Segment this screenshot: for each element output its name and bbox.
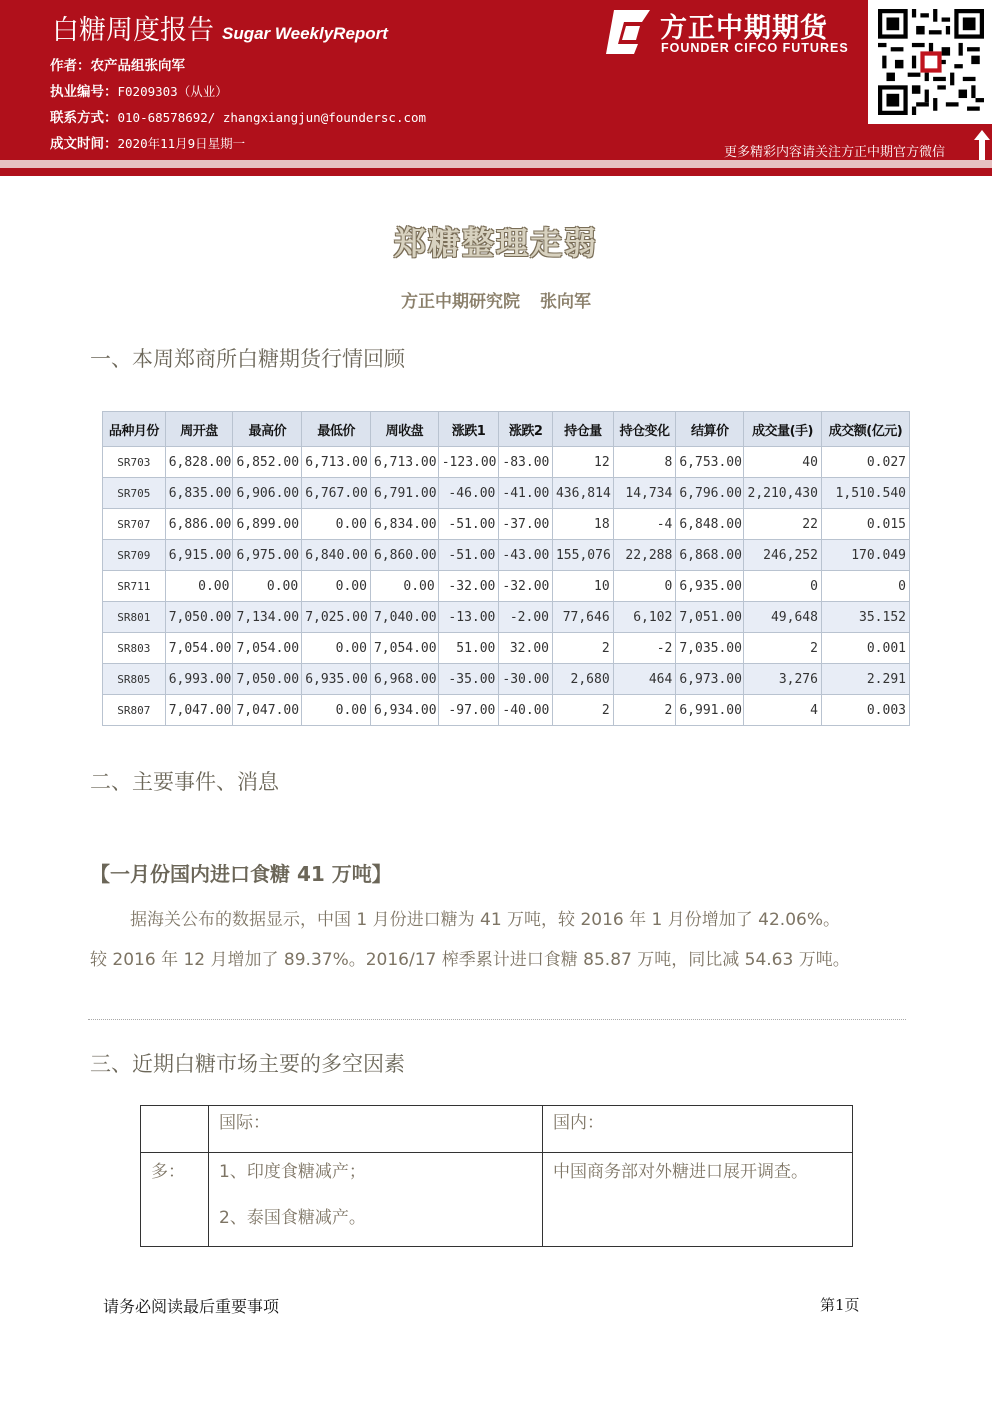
page-number: 第1页 xyxy=(820,1296,860,1314)
factors-domestic-cell: 中国商务部对外糖进口展开调查。 xyxy=(543,1153,853,1247)
table-cell: 2 xyxy=(552,695,613,726)
table-cell: 6,753.00 xyxy=(676,447,744,478)
table-header-cell: 周收盘 xyxy=(370,412,438,447)
table-cell: 0.00 xyxy=(302,571,371,602)
table-row xyxy=(103,509,910,540)
table-cell: 6,935.00 xyxy=(302,664,371,695)
table-cell: 6,840.00 xyxy=(302,540,371,571)
license-label: 执业编号： xyxy=(50,84,118,100)
table-cell: 7,040.00 xyxy=(370,602,438,633)
table-row xyxy=(103,695,910,726)
table-cell: 10 xyxy=(552,571,613,602)
author-value: 农产品组张向军 xyxy=(90,58,185,74)
table-cell: 22,288 xyxy=(613,540,676,571)
contract-month-cell: SR805 xyxy=(103,664,166,695)
table-cell: 7,047.00 xyxy=(165,695,233,726)
table-cell: 0.015 xyxy=(821,509,909,540)
contract-month-cell: SR703 xyxy=(103,447,166,478)
report-title xyxy=(52,8,388,47)
author-line xyxy=(50,54,185,74)
arrow-up-icon xyxy=(974,130,990,160)
logo-text-cn: 方正中期期货 xyxy=(660,13,828,44)
table-cell: 14,734 xyxy=(613,478,676,509)
table-cell: 0 xyxy=(613,571,676,602)
table-cell: -83.00 xyxy=(499,447,553,478)
contact-value: 010-68578692/ zhangxiangjun@foundersc.com xyxy=(117,110,427,125)
qr-code-icon xyxy=(878,8,984,116)
table-row xyxy=(103,447,910,478)
table-header-cell: 成交额(亿元) xyxy=(821,412,909,447)
table-cell: 6,975.00 xyxy=(233,540,302,571)
contract-month-cell: SR707 xyxy=(103,509,166,540)
header-banner xyxy=(0,0,992,160)
intl-factor-1: 1、印度食糖减产； xyxy=(219,1162,366,1182)
report-title-en: Sugar WeeklyReport xyxy=(222,24,388,43)
table-cell: -30.00 xyxy=(499,664,553,695)
table-cell: 3,276 xyxy=(744,664,822,695)
table-cell: 22 xyxy=(744,509,822,540)
table-cell: 1,510.540 xyxy=(821,478,909,509)
table-cell: 7,047.00 xyxy=(233,695,302,726)
header-divider-light xyxy=(0,160,992,168)
document-title: 郑糖整理走弱 xyxy=(393,224,598,262)
follow-wechat-text: 更多精彩内容请关注方正中期官方微信 xyxy=(724,145,946,160)
table-cell: -2 xyxy=(613,633,676,664)
table-header-cell: 最高价 xyxy=(233,412,302,447)
dotted-divider xyxy=(88,1019,906,1020)
table-header-cell: 结算价 xyxy=(676,412,744,447)
company-logo xyxy=(604,8,854,60)
table-row xyxy=(103,602,910,633)
date-value: 2020年11月9日星期一 xyxy=(117,136,246,151)
table-header-cell: 最低价 xyxy=(302,412,371,447)
table-cell: 0.00 xyxy=(302,695,371,726)
logo-mark-icon xyxy=(604,8,652,56)
table-cell: 0.00 xyxy=(233,571,302,602)
contact-line xyxy=(50,106,426,126)
table-header-cell: 持仓变化 xyxy=(613,412,676,447)
table-cell: -43.00 xyxy=(499,540,553,571)
futures-quote-table xyxy=(102,411,910,726)
contract-month-cell: SR711 xyxy=(103,571,166,602)
table-cell: 0.00 xyxy=(370,571,438,602)
table-cell: 2 xyxy=(613,695,676,726)
table-cell: 6,935.00 xyxy=(676,571,744,602)
table-row xyxy=(103,664,910,695)
table-cell: 464 xyxy=(613,664,676,695)
table-cell: -13.00 xyxy=(438,602,499,633)
table-cell: 6,899.00 xyxy=(233,509,302,540)
contract-month-cell: SR807 xyxy=(103,695,166,726)
table-header-cell: 周开盘 xyxy=(165,412,233,447)
table-cell: 6,713.00 xyxy=(370,447,438,478)
news-headline: 【一月份国内进口食糖 41 万吨】 xyxy=(90,862,392,886)
factors-header-row xyxy=(141,1106,853,1153)
author-label: 作者： xyxy=(50,58,91,74)
table-cell: 6,934.00 xyxy=(370,695,438,726)
table-cell: 246,252 xyxy=(744,540,822,571)
table-cell: -35.00 xyxy=(438,664,499,695)
table-row xyxy=(103,571,910,602)
table-cell: 35.152 xyxy=(821,602,909,633)
table-row xyxy=(103,478,910,509)
table-cell: -4 xyxy=(613,509,676,540)
table-cell: 155,076 xyxy=(552,540,613,571)
date-line xyxy=(50,132,245,152)
table-cell: 0.027 xyxy=(821,447,909,478)
table-row xyxy=(103,540,910,571)
bull-bear-factors-table xyxy=(140,1105,853,1247)
header-divider-dark xyxy=(0,168,992,176)
license-value: F0209303（从业） xyxy=(117,84,228,99)
table-cell: 0.00 xyxy=(302,509,371,540)
table-cell: 8 xyxy=(613,447,676,478)
contract-month-cell: SR705 xyxy=(103,478,166,509)
news-paragraph-line-2: 较 2016 年 12 月增加了 89.37%。2016/17 榨季累计进口食糖 85.87 万吨，同比减 54.63 万吨。 xyxy=(90,950,850,970)
table-cell: -40.00 xyxy=(499,695,553,726)
factors-row-label: 多： xyxy=(141,1153,209,1247)
table-cell: 6,973.00 xyxy=(676,664,744,695)
table-cell: 7,054.00 xyxy=(370,633,438,664)
section-heading-2: 二、主要事件、消息 xyxy=(90,770,279,794)
table-cell: 170.049 xyxy=(821,540,909,571)
table-cell: -41.00 xyxy=(499,478,553,509)
table-cell: 6,968.00 xyxy=(370,664,438,695)
factors-intl-cell xyxy=(209,1153,543,1247)
table-header-cell: 涨跌2 xyxy=(499,412,553,447)
intl-factor-2: 2、泰国食糖减产。 xyxy=(219,1208,366,1228)
factors-intl-header: 国际： xyxy=(209,1106,543,1153)
table-cell: 2.291 xyxy=(821,664,909,695)
table-cell: -46.00 xyxy=(438,478,499,509)
table-cell: -37.00 xyxy=(499,509,553,540)
table-header-cell: 成交量(手) xyxy=(744,412,822,447)
report-title-cn: 白糖周度报告 xyxy=(52,15,214,46)
table-cell: 6,860.00 xyxy=(370,540,438,571)
document-subtitle: 方正中期研究院 张向军 xyxy=(401,292,591,312)
table-cell: 6,834.00 xyxy=(370,509,438,540)
table-cell: 0.00 xyxy=(302,633,371,664)
table-cell: 7,025.00 xyxy=(302,602,371,633)
table-cell: 0.003 xyxy=(821,695,909,726)
table-cell: 7,054.00 xyxy=(165,633,233,664)
table-cell: 6,828.00 xyxy=(165,447,233,478)
table-cell: -97.00 xyxy=(438,695,499,726)
table-cell: 2,680 xyxy=(552,664,613,695)
table-cell: 7,134.00 xyxy=(233,602,302,633)
factors-domestic-header: 国内： xyxy=(543,1106,853,1153)
contact-label: 联系方式： xyxy=(50,110,118,126)
table-cell: 51.00 xyxy=(438,633,499,664)
table-cell: 0.00 xyxy=(165,571,233,602)
table-cell: 6,796.00 xyxy=(676,478,744,509)
section-heading-1: 一、本周郑商所白糖期货行情回顾 xyxy=(90,347,405,371)
table-cell: -123.00 xyxy=(438,447,499,478)
table-cell: 6,102 xyxy=(613,602,676,633)
table-header-cell: 持仓量 xyxy=(552,412,613,447)
table-header-cell: 涨跌1 xyxy=(438,412,499,447)
table-cell: 2 xyxy=(552,633,613,664)
table-cell: 0 xyxy=(821,571,909,602)
section-heading-3: 三、近期白糖市场主要的多空因素 xyxy=(90,1052,405,1076)
table-cell: -51.00 xyxy=(438,540,499,571)
table-cell: 0.001 xyxy=(821,633,909,664)
table-cell: 40 xyxy=(744,447,822,478)
table-cell: 12 xyxy=(552,447,613,478)
table-cell: 6,848.00 xyxy=(676,509,744,540)
license-line xyxy=(50,80,228,100)
date-label: 成文时间： xyxy=(50,136,118,152)
factors-corner-cell xyxy=(141,1106,209,1153)
table-cell: 6,915.00 xyxy=(165,540,233,571)
table-cell: 6,767.00 xyxy=(302,478,371,509)
table-cell: 32.00 xyxy=(499,633,553,664)
news-paragraph-line-1: 据海关公布的数据显示，中国 1 月份进口糖为 41 万吨，较 2016 年 1 月份增加了 42.06%。 xyxy=(130,910,840,930)
table-cell: 7,050.00 xyxy=(233,664,302,695)
table-cell: -2.00 xyxy=(499,602,553,633)
table-cell: 6,991.00 xyxy=(676,695,744,726)
table-cell: 2,210,430 xyxy=(744,478,822,509)
table-cell: -32.00 xyxy=(438,571,499,602)
table-cell: 4 xyxy=(744,695,822,726)
table-cell: 7,051.00 xyxy=(676,602,744,633)
table-cell: 6,993.00 xyxy=(165,664,233,695)
table-cell: 6,791.00 xyxy=(370,478,438,509)
wechat-qr-code xyxy=(868,0,992,124)
table-cell: 7,054.00 xyxy=(233,633,302,664)
table-cell: -51.00 xyxy=(438,509,499,540)
logo-text-en: FOUNDER CIFCO FUTURES xyxy=(661,41,849,55)
table-cell: 6,835.00 xyxy=(165,478,233,509)
table-cell: 436,814 xyxy=(552,478,613,509)
table-cell: 0 xyxy=(744,571,822,602)
table-header-row xyxy=(103,412,910,447)
table-cell: 7,035.00 xyxy=(676,633,744,664)
footer-notice: 请务必阅读最后重要事项 xyxy=(103,1297,280,1316)
table-row xyxy=(103,633,910,664)
table-cell: 77,646 xyxy=(552,602,613,633)
table-cell: 6,906.00 xyxy=(233,478,302,509)
table-cell: 6,713.00 xyxy=(302,447,371,478)
table-cell: -32.00 xyxy=(499,571,553,602)
contract-month-cell: SR803 xyxy=(103,633,166,664)
table-cell: 6,868.00 xyxy=(676,540,744,571)
contract-month-cell: SR709 xyxy=(103,540,166,571)
table-cell: 6,886.00 xyxy=(165,509,233,540)
table-cell: 2 xyxy=(744,633,822,664)
table-cell: 18 xyxy=(552,509,613,540)
table-cell: 6,852.00 xyxy=(233,447,302,478)
table-cell: 49,648 xyxy=(744,602,822,633)
table-header-cell: 品种月份 xyxy=(103,412,166,447)
factors-bull-row xyxy=(141,1153,853,1247)
contract-month-cell: SR801 xyxy=(103,602,166,633)
table-cell: 7,050.00 xyxy=(165,602,233,633)
